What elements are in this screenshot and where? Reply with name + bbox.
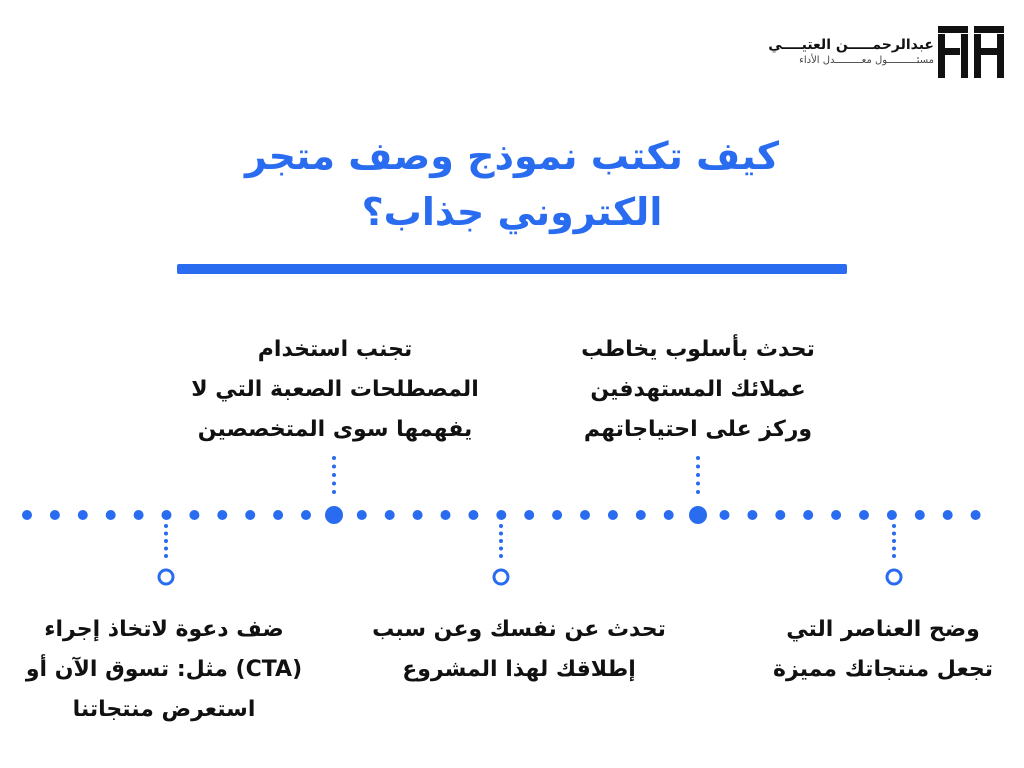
connector-dot: [332, 490, 336, 494]
brand-name: عبدالرحمـــــن العتيــــي: [768, 37, 934, 53]
monogram-logo-icon: [938, 26, 1004, 78]
top-step-1-line-3: وركز على احتياجاتهم: [583, 417, 813, 442]
timeline-dot: [915, 510, 925, 520]
timeline-dot: [413, 510, 423, 520]
connector-dot: [892, 532, 896, 536]
title-underline: [177, 264, 847, 274]
brand-role: مسئــــــــــول معـــــــــدل الأداء: [799, 55, 934, 66]
top-step-1-line-1: تحدث بأسلوب يخاطب: [581, 337, 815, 362]
timeline-dot: [608, 510, 618, 520]
timeline-dot: [831, 510, 841, 520]
timeline-dot: [859, 510, 869, 520]
timeline-dot: [803, 510, 813, 520]
timeline-dot: [245, 510, 255, 520]
timeline-dot: [636, 510, 646, 520]
timeline-dot: [217, 510, 227, 520]
title-line-2: الكتروني جذاب؟: [361, 190, 663, 234]
bottom-step-2-line-2: إطلاقك لهذا المشروع: [402, 657, 636, 682]
timeline-dot: [524, 510, 534, 520]
timeline-ring-bottom-2: [494, 570, 508, 584]
timeline-dot: [50, 510, 60, 520]
top-step-2-line-3: يفهمها سوى المتخصصين: [197, 417, 473, 442]
timeline-node-top-2: [689, 506, 707, 524]
connector-dot: [164, 539, 168, 543]
connector-dot: [164, 547, 168, 551]
timeline-dot: [720, 510, 730, 520]
connector-dot: [499, 547, 503, 551]
connector-dot: [892, 547, 896, 551]
brand-text: [768, 36, 934, 68]
page-title: [112, 128, 912, 240]
timeline-dot: [106, 510, 116, 520]
connector-dot: [696, 465, 700, 469]
connector-dot: [499, 554, 503, 558]
connector-dot: [696, 473, 700, 477]
connector-dot: [164, 554, 168, 558]
timeline-ring-bottom-1: [887, 570, 901, 584]
bottom-step-1-line-2: تجعل منتجاتك مميزة: [773, 657, 993, 682]
timeline-node-top-1: [325, 506, 343, 524]
top-step-2: [170, 330, 500, 450]
connector-dot: [499, 532, 503, 536]
bottom-step-2-line-1: تحدث عن نفسك وعن سبب: [372, 617, 666, 642]
brand-header: [724, 26, 1004, 82]
connector-dot: [164, 532, 168, 536]
connector-dot: [332, 473, 336, 477]
timeline-dot: [134, 510, 144, 520]
timeline-dot: [580, 510, 590, 520]
timeline-dot: [775, 510, 785, 520]
connector-dot: [499, 539, 503, 543]
top-step-2-line-1: تجنب استخدام: [257, 337, 413, 362]
top-step-2-line-2: المصطلحات الصعبة التي لا: [191, 377, 479, 402]
bottom-step-3-line-3: استعرض منتجاتنا: [72, 697, 256, 722]
timeline-dot: [273, 510, 283, 520]
timeline-dot: [301, 510, 311, 520]
bottom-step-3-line-2: (CTA) مثل: تسوق الآن أو: [25, 657, 303, 682]
timeline-dot: [162, 510, 172, 520]
title-line-1: كيف تكتب نموذج وصف متجر: [244, 134, 779, 178]
connector-dot: [164, 524, 168, 528]
timeline-dot: [189, 510, 199, 520]
connector-dot: [499, 524, 503, 528]
timeline-dot: [78, 510, 88, 520]
timeline-dot: [552, 510, 562, 520]
connector-dot: [892, 524, 896, 528]
timeline-dot: [747, 510, 757, 520]
timeline-dot: [943, 510, 953, 520]
timeline-dot: [22, 510, 32, 520]
timeline-dot: [385, 510, 395, 520]
bottom-step-1-line-1: وضح العناصر التي: [786, 617, 980, 642]
bottom-step-2: [344, 610, 694, 690]
timeline-dot: [664, 510, 674, 520]
connector-dot: [892, 554, 896, 558]
bottom-step-3: [14, 610, 314, 730]
connector-dot: [332, 465, 336, 469]
connector-dot: [892, 539, 896, 543]
timeline-dot: [468, 510, 478, 520]
timeline-dot: [441, 510, 451, 520]
top-step-1: [548, 330, 848, 450]
connector-dot: [696, 490, 700, 494]
timeline-dot: [496, 510, 506, 520]
connector-dot: [332, 456, 336, 460]
bottom-step-1: [752, 610, 1014, 690]
connector-dot: [332, 482, 336, 486]
top-step-1-line-2: عملائك المستهدفين: [590, 377, 806, 402]
connector-dot: [696, 482, 700, 486]
timeline-ring-bottom-3: [159, 570, 173, 584]
timeline-dot: [357, 510, 367, 520]
timeline-dot: [971, 510, 981, 520]
timeline-dot: [887, 510, 897, 520]
connector-dot: [696, 456, 700, 460]
timeline: [0, 280, 1024, 610]
bottom-step-3-line-1: ضف دعوة لاتخاذ إجراء: [44, 617, 284, 642]
